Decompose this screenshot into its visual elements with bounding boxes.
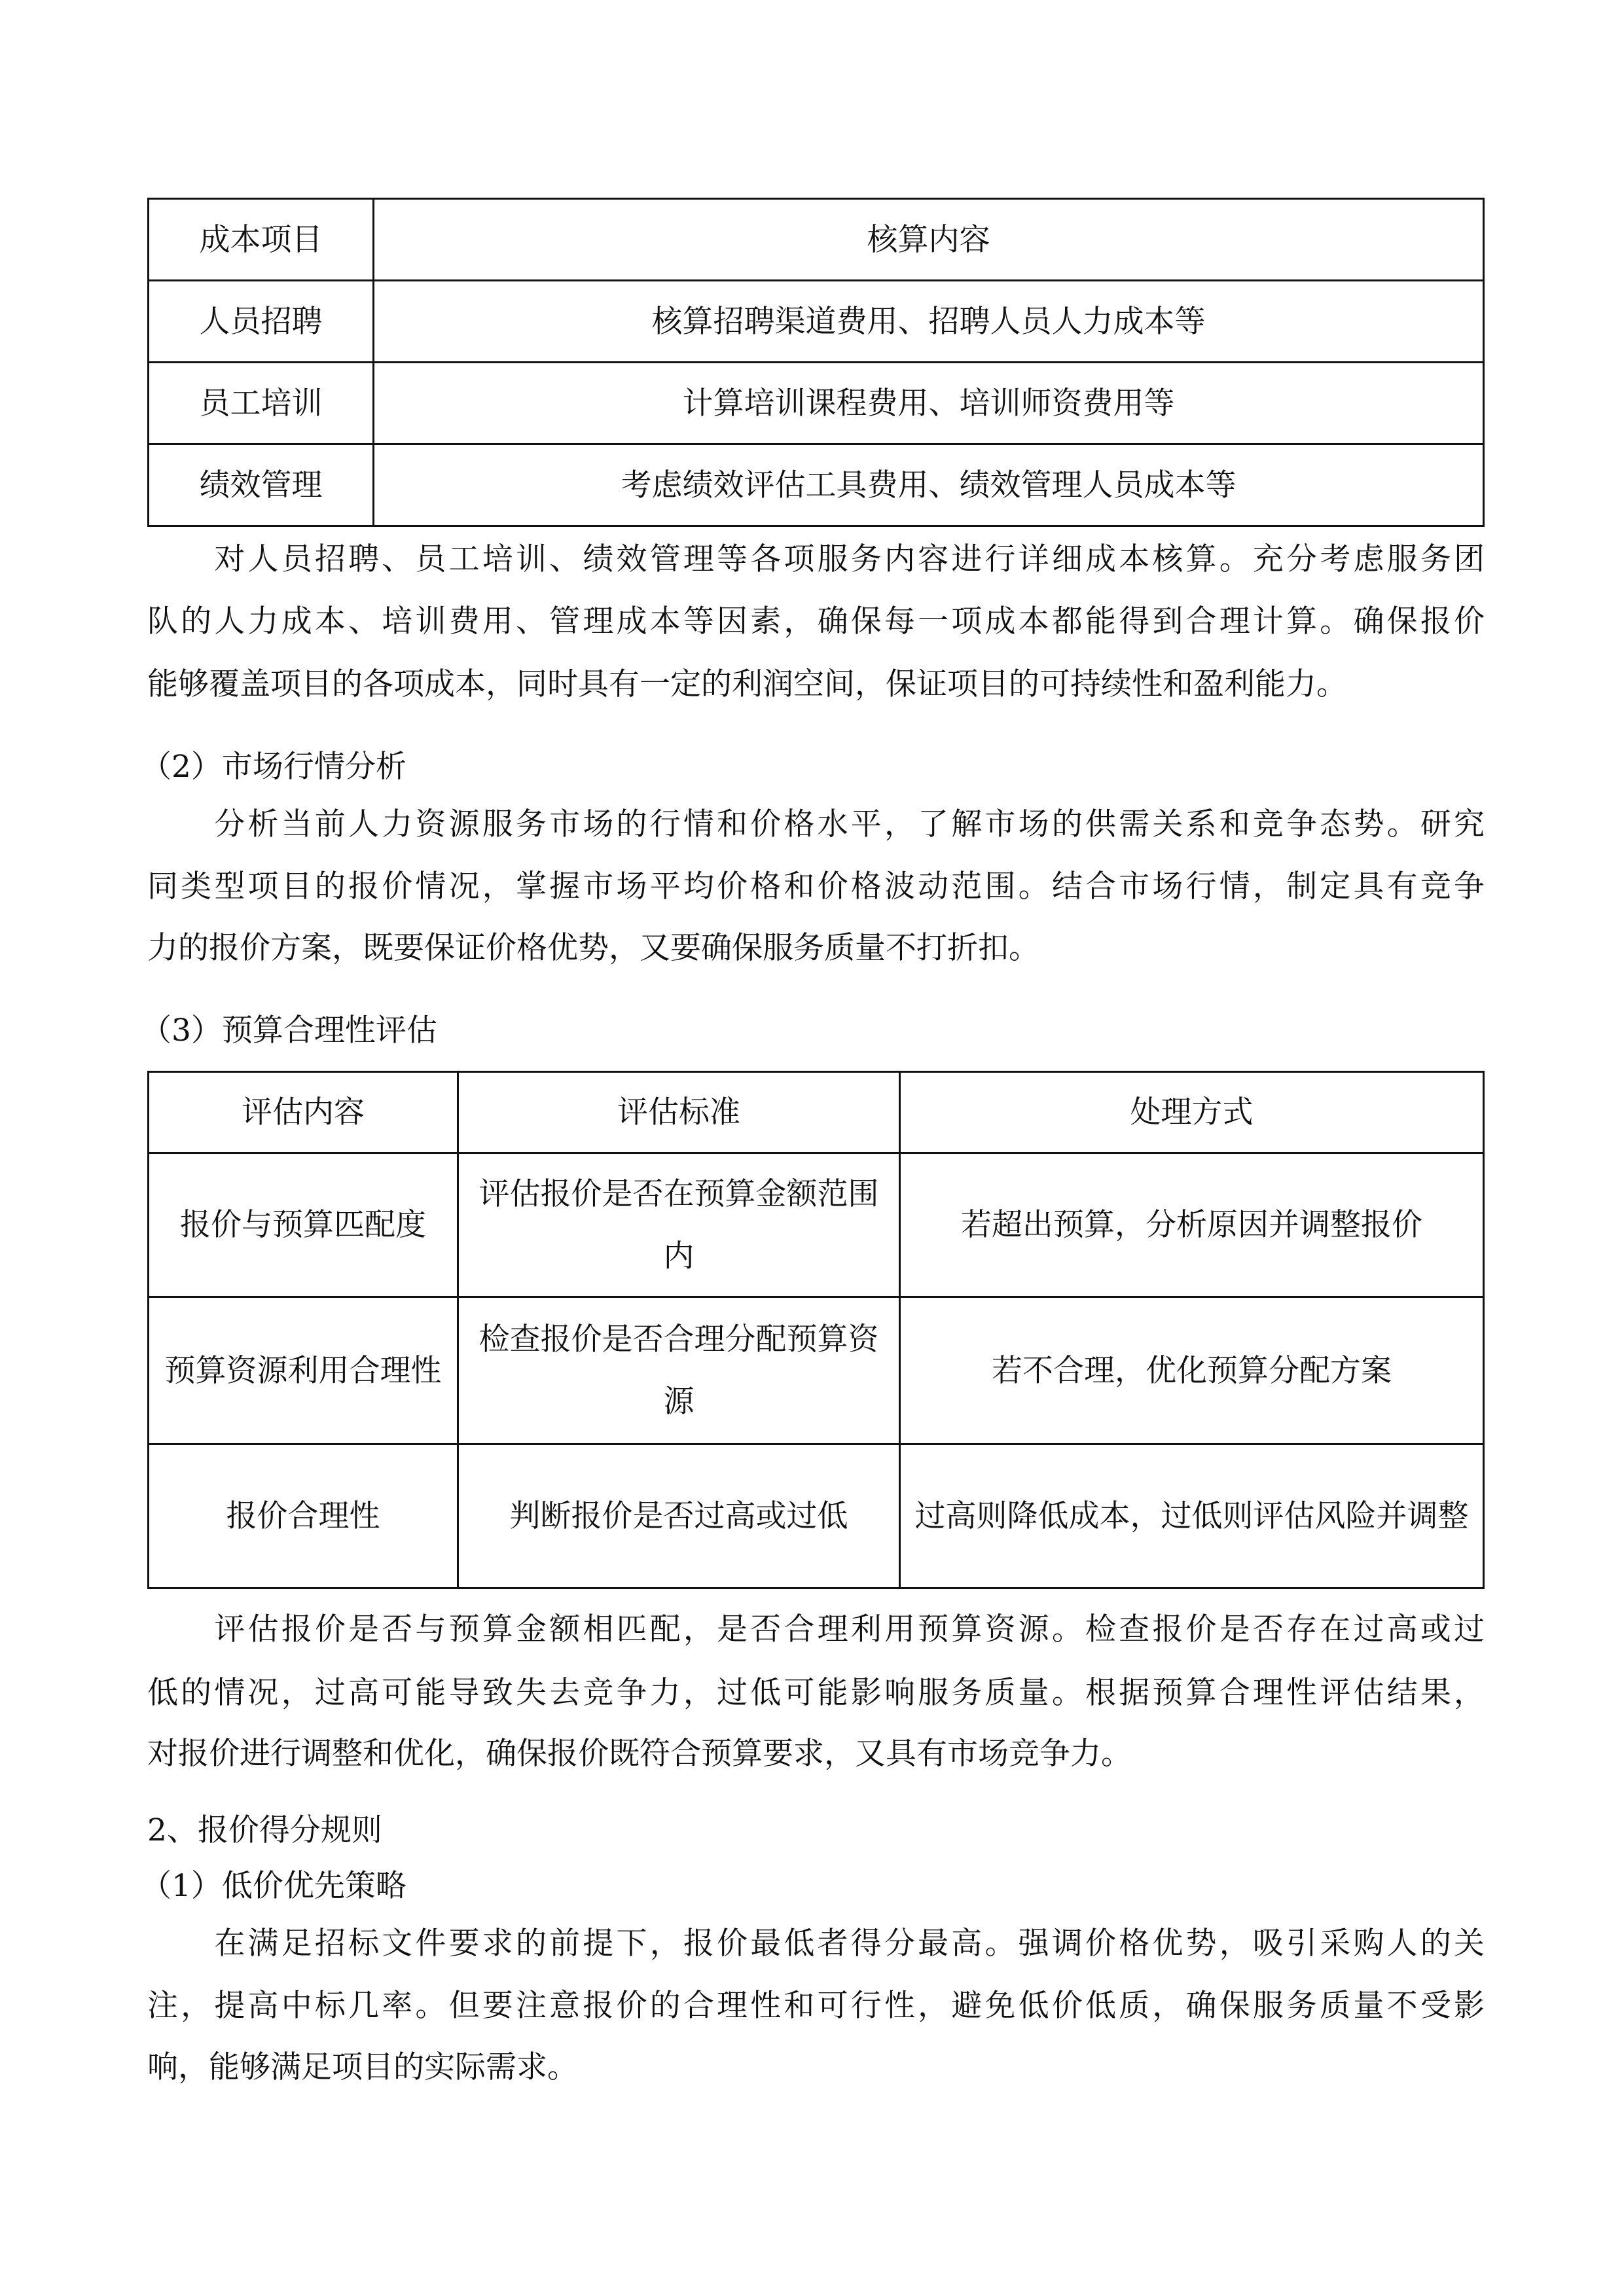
paragraph-line: 对人员招聘、员工培训、绩效管理等各项服务内容进行详细成本核算。充分考虑服务团 <box>147 541 1485 577</box>
table-cell: 核算招聘渠道费用、招聘人员人力成本等 <box>374 281 1484 363</box>
table-cell: 报价合理性 <box>149 1444 458 1588</box>
paragraph-line: 响，能够满足项目的实际需求。 <box>147 2049 578 2085</box>
table-cell: 判断报价是否过高或过低 <box>458 1444 900 1588</box>
table-header: 核算内容 <box>374 199 1484 281</box>
paragraph-line: 评估报价是否与预算金额相匹配，是否合理利用预算资源。检查报价是否存在过高或过 <box>147 1611 1485 1647</box>
paragraph-line: 注，提高中标几率。但要注意报价的合理性和可行性，避免低价低质，确保服务质量不受影 <box>147 1988 1485 2024</box>
evaluation-table <box>147 1071 1485 1589</box>
table-cell: 若超出预算，分析原因并调整报价 <box>900 1153 1484 1297</box>
section-heading: （1）低价优先策略 <box>141 1868 406 1904</box>
table-row <box>149 1444 1484 1588</box>
cost-table <box>147 198 1485 527</box>
section-heading: 2、报价得分规则 <box>147 1812 382 1848</box>
section-heading: （2）市场行情分析 <box>141 749 406 785</box>
table-row <box>149 363 1484 444</box>
table-row <box>149 281 1484 363</box>
table-cell: 考虑绩效评估工具费用、绩效管理人员成本等 <box>374 444 1484 526</box>
paragraph-line: 低的情况，过高可能导致失去竞争力，过低可能影响服务质量。根据预算合理性评估结果， <box>147 1675 1485 1711</box>
table-header: 评估内容 <box>149 1072 458 1153</box>
table-cell: 预算资源利用合理性 <box>149 1297 458 1444</box>
table-cell: 员工培训 <box>149 363 374 444</box>
table-header: 评估标准 <box>458 1072 900 1153</box>
paragraph-line: 对报价进行调整和优化，确保报价既符合预算要求，又具有市场竞争力。 <box>147 1736 1132 1772</box>
paragraph-line: 分析当前人力资源服务市场的行情和价格水平，了解市场的供需关系和竞争态势。研究 <box>147 806 1485 842</box>
table-header-row <box>149 199 1484 281</box>
table-cell: 绩效管理 <box>149 444 374 526</box>
table-row <box>149 444 1484 526</box>
section-heading: （3）预算合理性评估 <box>141 1013 437 1049</box>
table-cell: 过高则降低成本，过低则评估风险并调整 <box>900 1444 1484 1588</box>
table-cell: 若不合理，优化预算分配方案 <box>900 1297 1484 1444</box>
table-header: 处理方式 <box>900 1072 1484 1153</box>
table-cell: 人员招聘 <box>149 281 374 363</box>
table-cell: 检查报价是否合理分配预算资源 <box>458 1297 900 1444</box>
table-cell: 报价与预算匹配度 <box>149 1153 458 1297</box>
paragraph-line: 同类型项目的报价情况，掌握市场平均价格和价格波动范围。结合市场行情，制定具有竞争 <box>147 869 1485 905</box>
table-cell: 评估报价是否在预算金额范围内 <box>458 1153 900 1297</box>
table-row <box>149 1153 1484 1297</box>
table-row <box>149 1297 1484 1444</box>
table-header: 成本项目 <box>149 199 374 281</box>
paragraph-line: 在满足招标文件要求的前提下，报价最低者得分最高。强调价格优势，吸引采购人的关 <box>147 1926 1485 1962</box>
paragraph-line: 队的人力成本、培训费用、管理成本等因素，确保每一项成本都能得到合理计算。确保报价 <box>147 603 1485 639</box>
paragraph-line: 力的报价方案，既要保证价格优势，又要确保服务质量不打折扣。 <box>147 930 1039 966</box>
paragraph-line: 能够覆盖项目的各项成本，同时具有一定的利润空间，保证项目的可持续性和盈利能力。 <box>147 666 1347 702</box>
table-header-row <box>149 1072 1484 1153</box>
table-cell: 计算培训课程费用、培训师资费用等 <box>374 363 1484 444</box>
